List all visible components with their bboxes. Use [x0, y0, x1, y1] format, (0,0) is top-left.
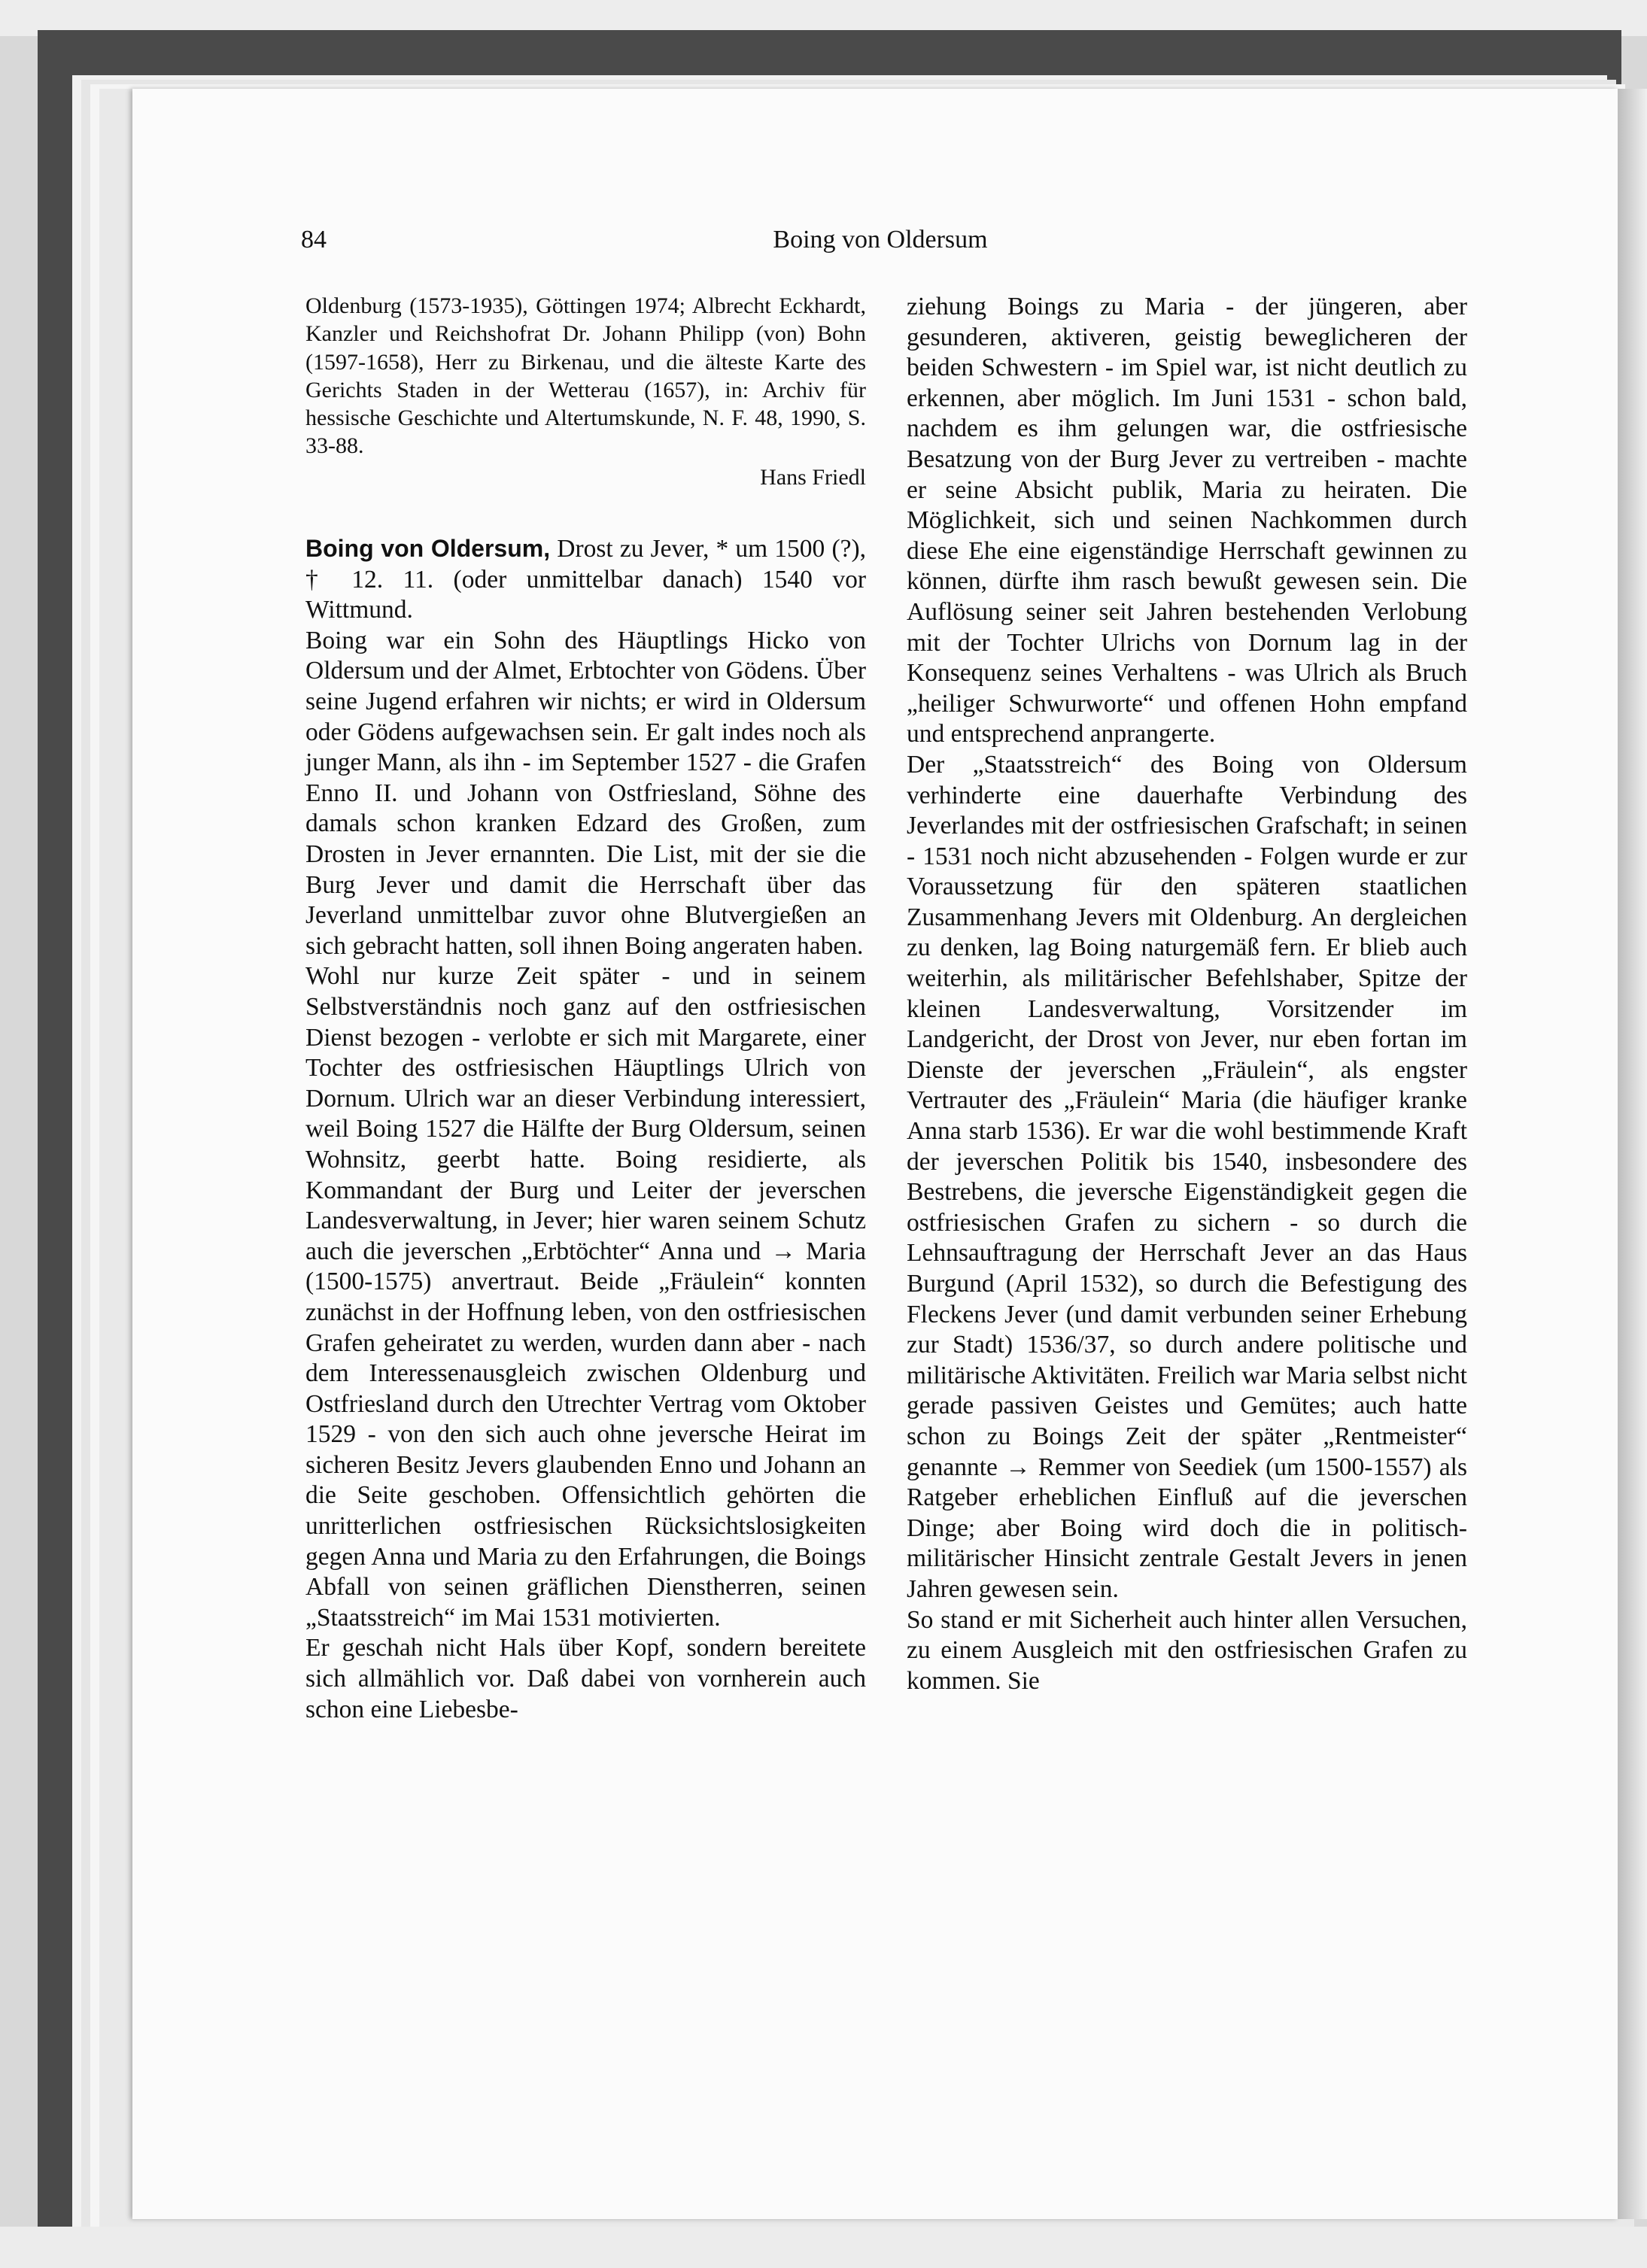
running-head: Boing von Oldersum [773, 226, 988, 254]
author-signature: Hans Friedl [760, 464, 866, 490]
paragraph: Wohl nur kurze Zeit später - und in seinem Selbstverständnis noch ganz auf den ostfriesischen Dienst bezogen - verlobte er sich mit Margarete, einer Tochter des ostfriesischen Häuptlings Ulrich von Dornum. Ulrich war an dieser Verbindung interessiert, weil Boing 1527 die Hälfte der Burg Oldersum, seinen Wohnsitz, geerbt hatte. Boing residierte, als Kommandant der Burg und Leiter der jeverschen Landesverwaltung, in Jever; hier waren seinem Schutz auch die jeverschen „Erbtöchter“ Anna und → Maria (1500-1575) anvertraut. Beide „Fräulein“ konnten zunächst in der Hoffnung leben, von den ostfriesischen Grafen geheiratet zu werden, wurden dann aber - nach dem Interessenausgleich zwischen Oldenburg und Ostfriesland durch den Utrechter Vertrag vom Oktober 1529 - von den sich auch ohne jeversche Heirat im sicheren Besitz Jevers glaubenden Enno und Johann an die Seite geschoben. Offensichtlich gehörten die unritterlichen ostfriesischen Rücksichtslosigkeiten gegen Anna und Maria zu den Erfahrungen, die Boings Abfall von seinen gräflichen Dienstherren, seinen „Staatsstreich“ im Mai 1531 motivierten. [305, 962, 866, 1632]
entry-lemma: Boing von Oldersum, [305, 535, 551, 563]
cross-reference-arrow-icon: → [770, 1237, 796, 1265]
paragraph: Boing war ein Sohn des Häuptlings Hicko von Oldersum und der Almet, Erbtochter von Gödens. Über seine Jugend erfahren wir nichts; er wird in Oldersum oder Gödens aufgewachsen sein. Er galt indes noch als junger Mann, als ihn - im September 1527 - die Grafen Enno II. und Johann von Ostfriesland, Söhne des damals schon kranken Edzard des Großen, zum Drosten in Jever ernannten. Die List, mit der sie die Burg Jever und damit die Herrschaft über das Jeverland unmittelbar zuvor ohne Blutvergießen an sich gebracht hatten, soll ihnen Boing angeraten haben. [305, 626, 866, 960]
bibliography-text: Oldenburg (1573-1935), Göttingen 1974; Albrecht Eckhardt, Kanzler und Reichshofrat Dr. Johann Philipp (von) Bohn (1597-1658), Herr zu Birkenau, und die älteste Karte des Gerichts Staden in der Wetterau (1657), in: Archiv für hessische Geschichte und Altertumskunde, N. F. 48, 1990, S. 33-88. [305, 293, 866, 459]
paragraph: Der „Staatsstreich“ des Boing von Oldersum verhinderte eine dauerhafte Verbindung des Jeverlandes mit der ostfriesischen Grafschaft; in seinen - 1531 noch nicht abzusehenden - Folgen wurde er zur Voraussetzung für den späteren staatlichen Zusammenhang Jevers mit Oldenburg. An dergleichen zu denken, lag Boing naturgemäß fern. Er blieb auch weiterhin, als militärischer Befehlshaber, Spitze der kleinen Landesverwaltung, Vorsitzender im Landgericht, der Drost von Jever, nur eben fortan im Dienste der jeverschen „Fräulein“, als engster Vertrauter des „Fräulein“ Maria (die häufiger kranke Anna starb 1536). Er war die wohl bestimmende Kraft der jeverschen Politik bis 1540, insbesondere des Bestrebens, die jeversche Eigenständigkeit gegen die ostfriesischen Grafen zu sichern - so durch die Lehnsauftragung der Herrschaft Jever an das Haus Burgund (April 1532), so durch die Befestigung des Fleckens Jever (und damit verbunden seiner Erhebung zur Stadt) 1536/37, so durch andere politische und militärische Aktivitäten. Freilich war Maria selbst nicht gerade passiven Geistes und Gemütes; auch hatte schon zu Boings Zeit der später „Rentmeister“ genannte → Remmer von Seediek (um 1500-1557) als Ratgeber erheblichen Einfluß auf die jeverschen Dinge; aber Boing wird doch die in politisch-militärischer Hinsicht zentrale Gestalt Jevers in jenen Jahren gewesen sein. [907, 750, 1467, 1603]
paragraph: Er geschah nicht Hals über Kopf, sondern bereitete sich allmählich vor. Daß dabei von vornherein auch schon eine Liebesbe- [305, 1634, 866, 1723]
cross-reference-arrow-icon: → [1005, 1453, 1031, 1481]
left-column [305, 292, 866, 1725]
scan-background-bottom [0, 2227, 1647, 2268]
entry-intro: Drost zu Jever, * um 1500 (?), † 12. 11. (oder unmittelbar danach) 1540 vor Wittmund. [305, 535, 867, 624]
entry-heading [305, 533, 866, 626]
paragraph: ziehung Boings zu Maria - der jüngeren, aber gesunderen, aktiveren, geistig beweglicheren der beiden Schwestern - im Spiel war, ist nicht deutlich zu erkennen, aber möglich. Im Juni 1531 - schon bald, nachdem es ihm gelungen war, die ostfriesische Besatzung von der Burg Jever zu vertreiben - machte er seine Absicht publik, Maria zu heiraten. Die Möglichkeit, sich und seinen Nachkommen durch diese Ehe eine eigenständige Herrschaft gewinnen zu können, dürfte ihm rasch bewußt gewesen sein. Die Auflösung seiner seit Jahren bestehenden Verlobung mit der Tochter Ulrichs von Dornum lag in der Konsequenz seines Verhaltens - was Ulrich als Bruch „heiliger Schwurworte“ und offenen Hohn empfand und entsprechend anprangerte. [907, 293, 1467, 748]
right-column [907, 292, 1467, 1696]
paragraph: So stand er mit Sicherheit auch hinter allen Versuchen, zu einem Ausgleich mit den ostfriesischen Grafen zu kommen. Sie [907, 1605, 1467, 1695]
page-number: 84 [301, 226, 327, 254]
facing-page-shadow [1618, 89, 1647, 2219]
